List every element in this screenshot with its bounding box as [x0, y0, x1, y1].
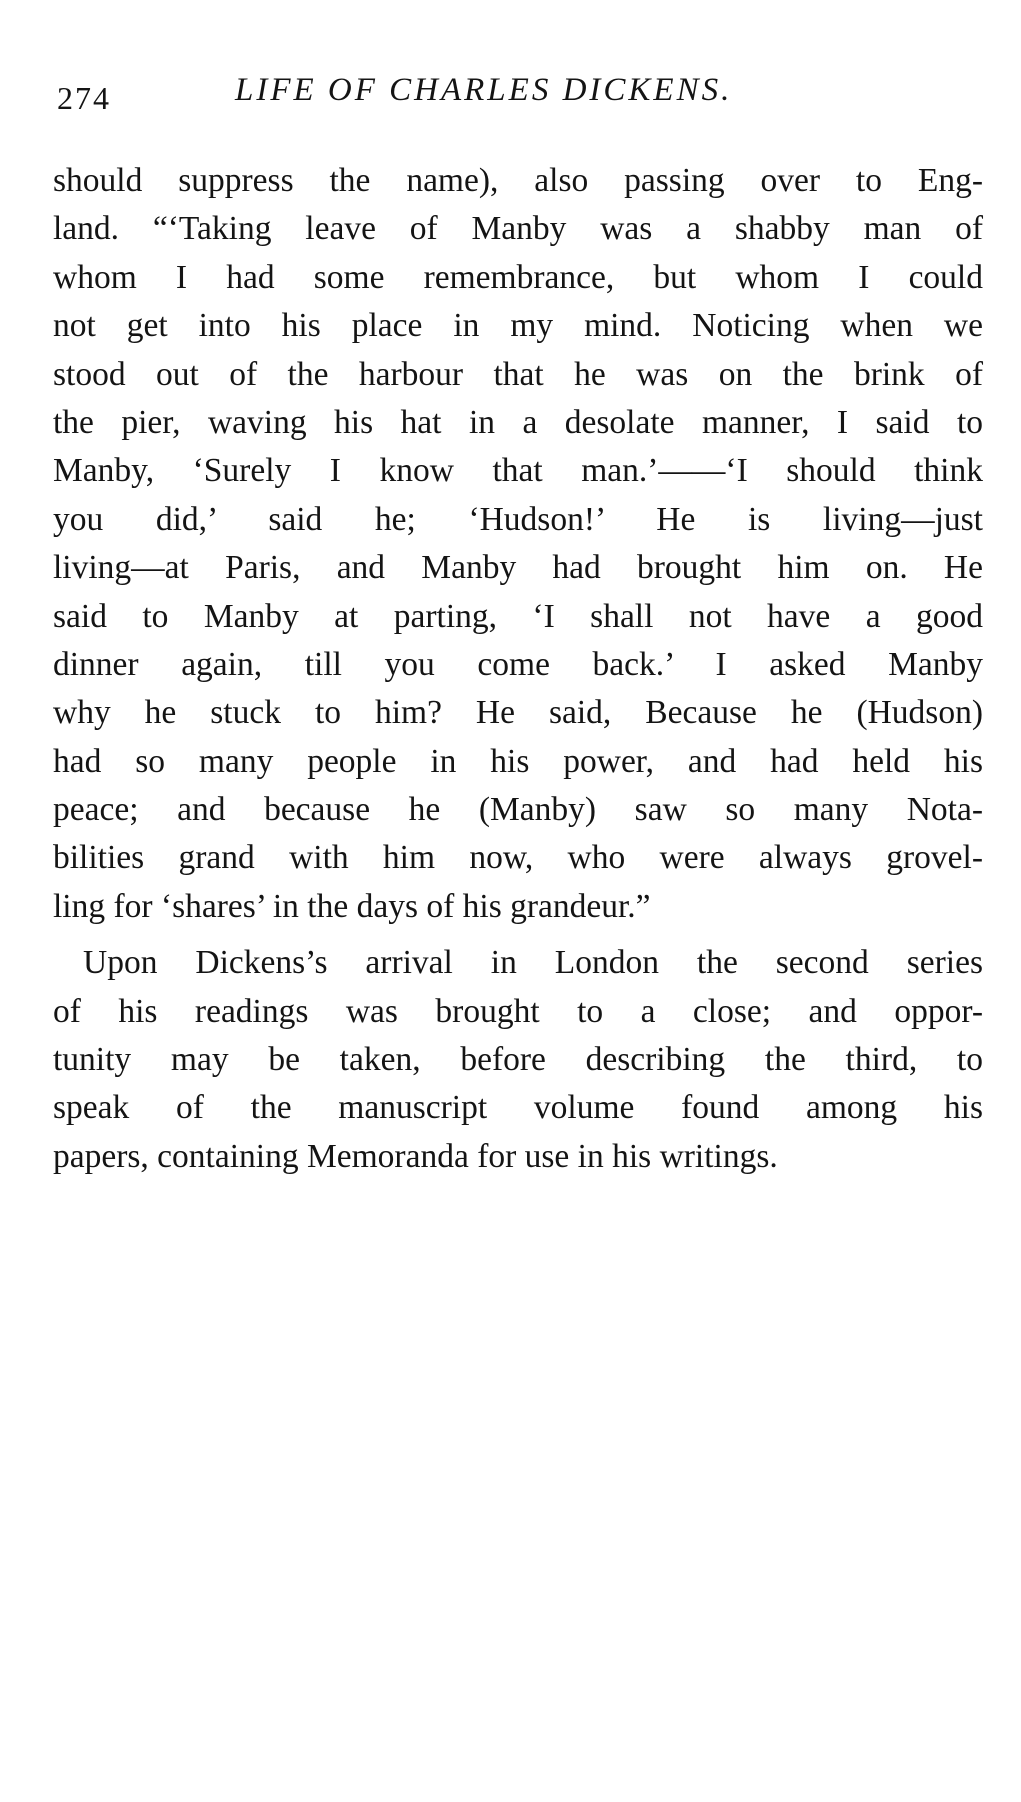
text-line: Upon Dickens’s arrival in London the second series: [83, 944, 983, 982]
page-header: [57, 72, 987, 122]
text-line: stood out of the harbour that he was on the brink of: [53, 355, 983, 393]
text-line: dinner again, till you come back.’ I asked Manby: [53, 645, 983, 683]
text-line: the pier, waving his hat in a desolate manner, I said to: [53, 403, 983, 441]
text-line: ling for ‘shares’ in the days of his grandeur.”: [53, 887, 651, 925]
text-line: of his readings was brought to a close; and oppor-: [53, 992, 983, 1030]
paragraph-2: [53, 939, 983, 1181]
text-line: why he stuck to him? He said, Because he (Hudson): [53, 694, 983, 732]
text-line: said to Manby at parting, ‘I shall not have a good: [53, 597, 983, 635]
text-line: living—at Paris, and Manby had brought him on. He: [53, 549, 983, 587]
page-number: 274: [57, 80, 111, 116]
running-title: LIFE OF CHARLES DICKENS.: [235, 72, 733, 108]
text-line: bilities grand with him now, who were always grovel-: [53, 839, 983, 877]
text-line: had so many people in his power, and had held his: [53, 742, 983, 780]
paragraph-gap: [53, 931, 983, 939]
text-line: you did,’ said he; ‘Hudson!’ He is living—just: [53, 500, 983, 538]
text-line: peace; and because he (Manby) saw so many Nota-: [53, 791, 983, 829]
text-line: land. “‘Taking leave of Manby was a shabby man of: [53, 210, 983, 248]
body-text: [53, 157, 983, 1181]
text-line: Manby, ‘Surely I know that man.’——‘I should think: [53, 452, 983, 490]
text-line: should suppress the name), also passing over to Eng-: [53, 162, 983, 199]
text-line: not get into his place in my mind. Noticing when we: [53, 307, 983, 345]
text-line: tunity may be taken, before describing the third, to: [53, 1041, 983, 1079]
text-line: papers, containing Memoranda for use in his writings.: [53, 1137, 778, 1175]
paragraph-1: [53, 157, 983, 931]
text-line: speak of the manuscript volume found among his: [53, 1089, 983, 1127]
text-line: whom I had some remembrance, but whom I could: [53, 258, 983, 296]
